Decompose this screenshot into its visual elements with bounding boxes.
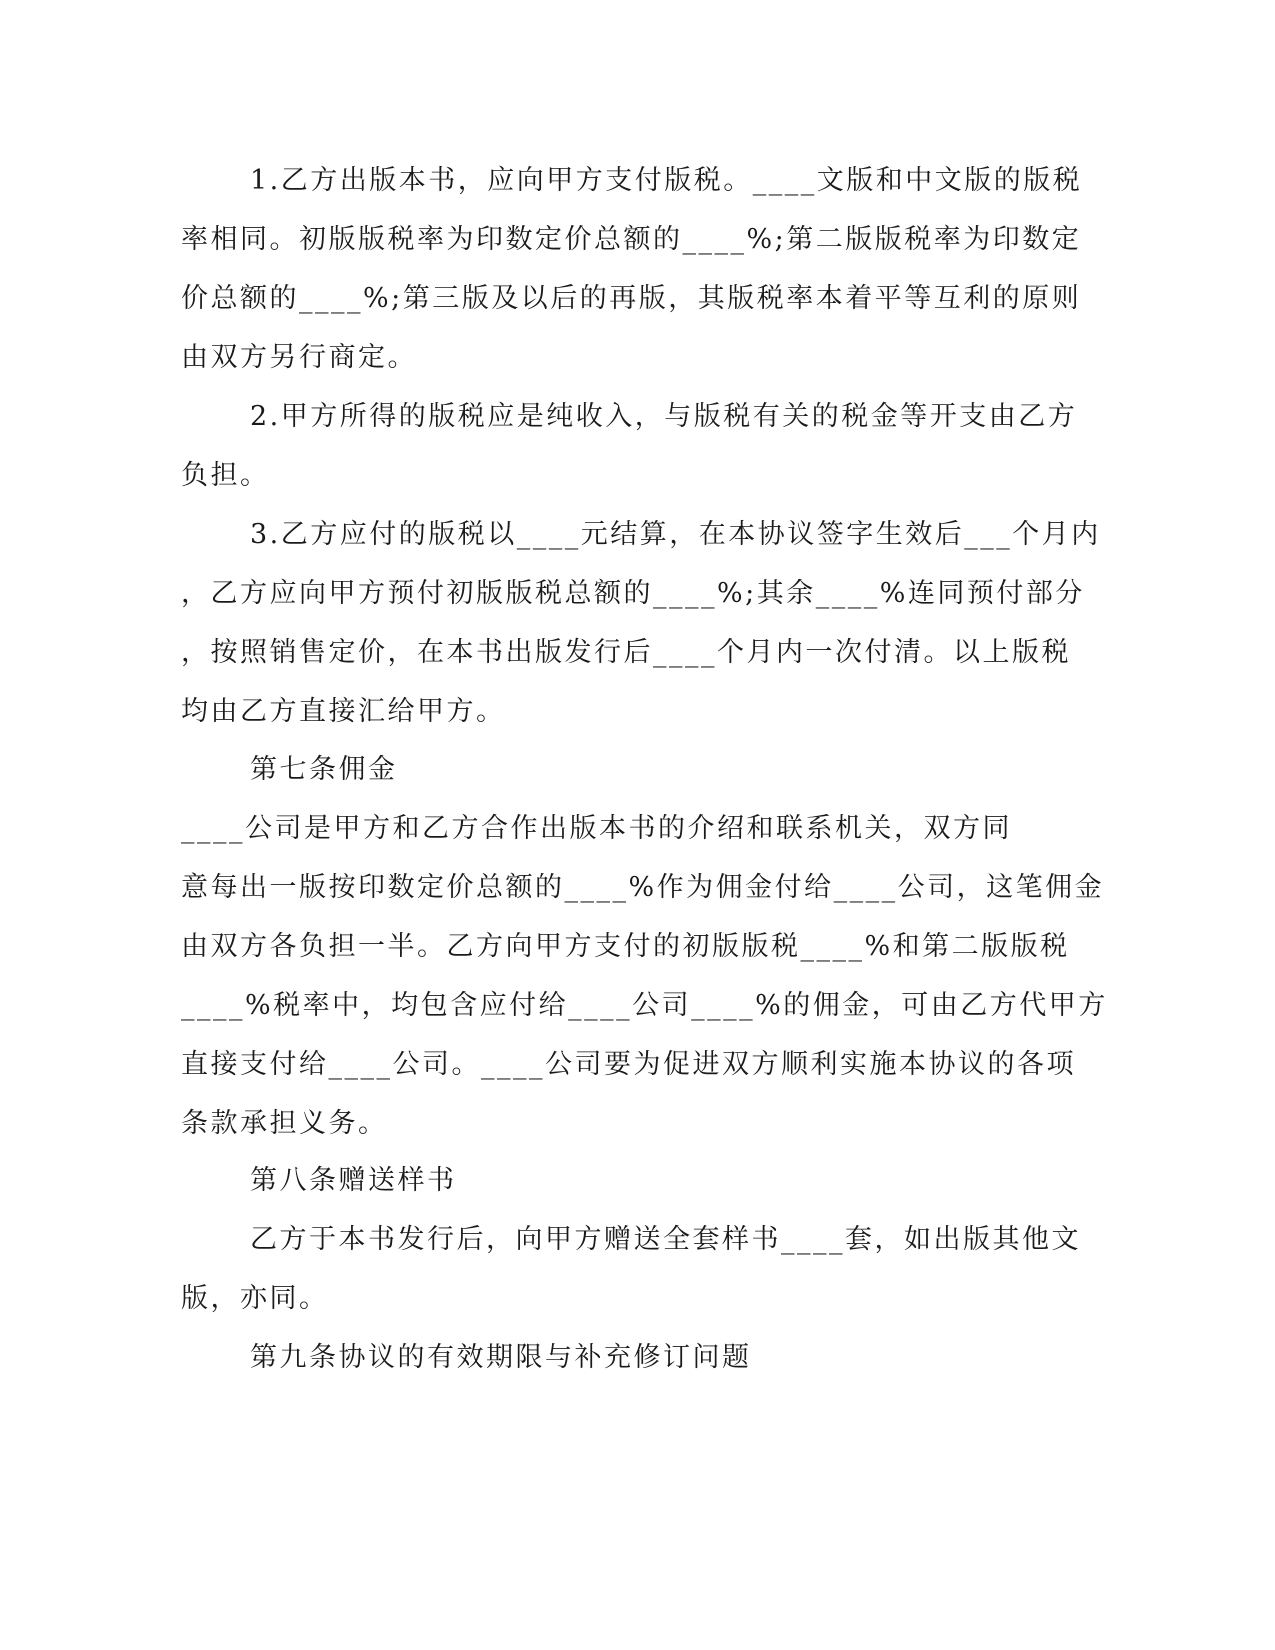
paragraph-5-line-2: 版，亦同。 [181,1283,329,1314]
paragraph-3-line-1: 3.乙方应付的版税以____元结算，在本协议签字生效后___个月内 [250,519,1101,550]
paragraph-5-line-1: 乙方于本书发行后，向甲方赠送全套样书____套，如出版其他文 [250,1224,1081,1255]
paragraph-4-line-6: 条款承担义务。 [181,1108,388,1139]
paragraph-2-line-2: 负担。 [181,460,270,491]
paragraph-3-line-3: ，按照销售定价，在本书出版发行后____个月内一次付清。以上版税 [181,637,1071,668]
paragraph-1-line-3: 价总额的____%;第三版及以后的再版，其版税率本着平等互利的原则 [181,283,1082,314]
paragraph-1-line-2: 率相同。初版版税率为印数定价总额的____%;第二版版税率为印数定 [181,224,1082,255]
paragraph-4-line-5: 直接支付给____公司。____公司要为促进双方顺利实施本协议的各项 [181,1049,1076,1080]
paragraph-1-line-4: 由双方另行商定。 [181,342,417,373]
section-heading-article-7: 第七条佣金 [250,754,398,785]
paragraph-3-line-4: 均由乙方直接汇给甲方。 [181,696,506,727]
section-heading-article-9: 第九条协议的有效期限与补充修订问题 [250,1342,752,1373]
paragraph-2-line-1: 2.甲方所得的版税应是纯收入，与版税有关的税金等开支由乙方 [250,401,1078,432]
paragraph-3-line-2: ，乙方应向甲方预付初版版税总额的____%;其余____%连同预付部分 [181,578,1085,609]
section-heading-article-8: 第八条赠送样书 [250,1165,457,1196]
paragraph-4-line-1: ____公司是甲方和乙方合作出版本书的介绍和联系机关，双方同 [181,813,1012,844]
paragraph-1-line-1: 1.乙方出版本书，应向甲方支付版税。____文版和中文版的版税 [250,165,1083,196]
paragraph-4-line-2: 意每出一版按印数定价总额的____%作为佣金付给____公司，这笔佣金 [181,872,1105,903]
paragraph-4-line-4: ____%税率中，均包含应付给____公司____%的佣金，可由乙方代甲方 [181,990,1108,1021]
paragraph-4-line-3: 由双方各负担一半。乙方向甲方支付的初版版税____%和第二版版税 [181,931,1070,962]
